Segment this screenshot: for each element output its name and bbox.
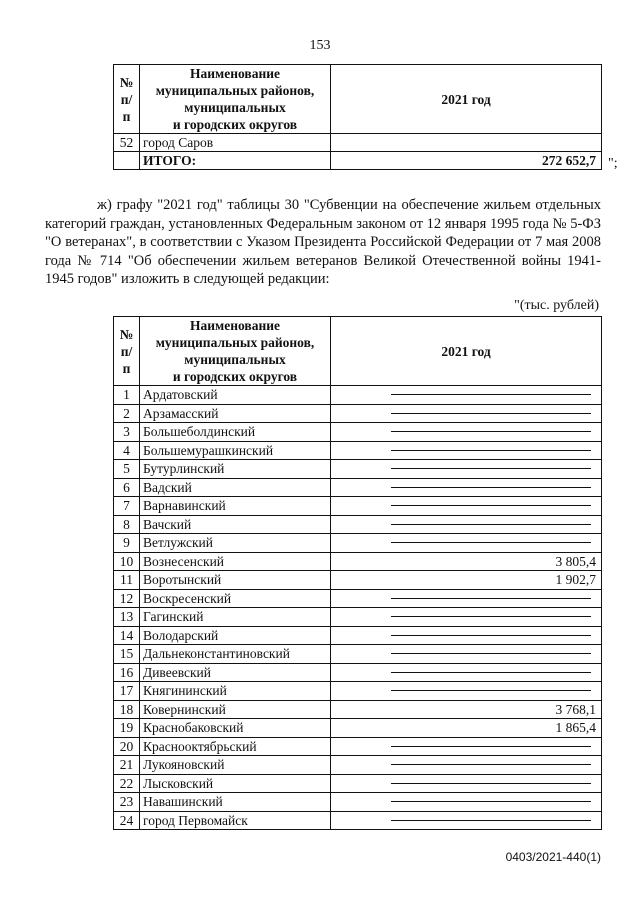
header-no: № п/п bbox=[114, 65, 140, 134]
amendment-paragraph: ж) графу "2021 год" таблицы 30 "Субвенции на обеспечение жильем отдельных категорий граждан, установленных Федеральным законом от 12 января 1995 года № 5-ФЗ "О ветеранах", в соответствии с Указом Президента Российской Федерации от 7 мая 2008 года № 714 "Об обеспечении жильем ветеранов Великой Отечественной войны 1941-1945 годов" изложить в следующей редакции: bbox=[45, 197, 601, 287]
row-value bbox=[331, 737, 602, 756]
table-row bbox=[114, 811, 602, 830]
row-no: 6 bbox=[114, 478, 140, 497]
row-name: Вачский bbox=[140, 515, 331, 534]
row-value bbox=[331, 478, 602, 497]
table-row bbox=[114, 774, 602, 793]
header-name-line2: муниципальных районов, bbox=[155, 335, 315, 350]
header-year: 2021 год bbox=[331, 65, 602, 134]
row-no: 2 bbox=[114, 404, 140, 423]
table-row bbox=[114, 682, 602, 701]
table-row bbox=[114, 589, 602, 608]
row-value bbox=[331, 682, 602, 701]
table-row bbox=[114, 719, 602, 738]
table-row bbox=[114, 134, 602, 152]
header-name-line3: муниципальных bbox=[184, 352, 286, 367]
header-name-line4: и городских округов bbox=[172, 117, 298, 132]
row-value: 1 902,7 bbox=[331, 571, 602, 590]
row-no: 18 bbox=[114, 700, 140, 719]
row-value bbox=[331, 793, 602, 812]
table-row bbox=[114, 497, 602, 516]
table-row bbox=[114, 515, 602, 534]
table-row bbox=[114, 737, 602, 756]
row-value bbox=[331, 386, 602, 405]
header-name-line4: и городских округов bbox=[172, 369, 298, 384]
row-value bbox=[331, 645, 602, 664]
table-header-row bbox=[114, 317, 602, 386]
closing-quote: "; bbox=[608, 156, 618, 171]
row-name: Ковернинский bbox=[140, 700, 331, 719]
row-no: 9 bbox=[114, 534, 140, 553]
top-table bbox=[113, 64, 602, 170]
total-no-cell bbox=[114, 152, 140, 170]
row-no: 7 bbox=[114, 497, 140, 516]
row-name: Лысковский bbox=[140, 774, 331, 793]
header-name-line1: Наименование bbox=[190, 318, 280, 333]
row-value bbox=[331, 497, 602, 516]
header-name bbox=[140, 317, 331, 386]
table-row bbox=[114, 756, 602, 775]
document-code: 0403/2021-440(1) bbox=[505, 850, 601, 864]
row-value bbox=[331, 663, 602, 682]
table-header-row bbox=[114, 65, 602, 134]
row-value bbox=[331, 756, 602, 775]
row-value bbox=[331, 423, 602, 442]
row-value: 1 865,4 bbox=[331, 719, 602, 738]
main-table bbox=[113, 316, 602, 830]
header-name-line3: муниципальных bbox=[184, 100, 286, 115]
header-name-line1: Наименование bbox=[190, 66, 280, 81]
row-name: Ардатовский bbox=[140, 386, 331, 405]
total-value: 272 652,7 bbox=[331, 152, 602, 170]
table-row bbox=[114, 645, 602, 664]
table-row bbox=[114, 571, 602, 590]
row-value bbox=[331, 589, 602, 608]
row-no: 10 bbox=[114, 552, 140, 571]
table-row bbox=[114, 534, 602, 553]
header-name bbox=[140, 65, 331, 134]
row-no: 11 bbox=[114, 571, 140, 590]
row-value bbox=[331, 134, 602, 152]
table-row bbox=[114, 663, 602, 682]
row-value bbox=[331, 441, 602, 460]
row-value bbox=[331, 608, 602, 627]
row-name: Навашинский bbox=[140, 793, 331, 812]
table-row bbox=[114, 460, 602, 479]
row-name: Ветлужский bbox=[140, 534, 331, 553]
row-value bbox=[331, 626, 602, 645]
row-name: Дальнеконстантиновский bbox=[140, 645, 331, 664]
row-name: Краснооктябрьский bbox=[140, 737, 331, 756]
row-name: Княгининский bbox=[140, 682, 331, 701]
row-name: Лукояновский bbox=[140, 756, 331, 775]
row-name: Воскресенский bbox=[140, 589, 331, 608]
table-row bbox=[114, 423, 602, 442]
table-row bbox=[114, 404, 602, 423]
row-no: 17 bbox=[114, 682, 140, 701]
units-label: "(тыс. рублей) bbox=[514, 298, 599, 313]
row-name: Володарский bbox=[140, 626, 331, 645]
row-value: 3 805,4 bbox=[331, 552, 602, 571]
table-body bbox=[114, 386, 602, 830]
row-name: Большеболдинский bbox=[140, 423, 331, 442]
row-name: город Саров bbox=[140, 134, 331, 152]
row-no: 52 bbox=[114, 134, 140, 152]
row-name: Воротынский bbox=[140, 571, 331, 590]
row-value bbox=[331, 460, 602, 479]
row-name: Бутурлинский bbox=[140, 460, 331, 479]
row-no: 24 bbox=[114, 811, 140, 830]
total-row bbox=[114, 152, 602, 170]
row-name: Варнавинский bbox=[140, 497, 331, 516]
row-no: 19 bbox=[114, 719, 140, 738]
row-no: 5 bbox=[114, 460, 140, 479]
row-no: 12 bbox=[114, 589, 140, 608]
row-no: 8 bbox=[114, 515, 140, 534]
row-no: 4 bbox=[114, 441, 140, 460]
total-label: ИТОГО: bbox=[140, 152, 331, 170]
row-value bbox=[331, 404, 602, 423]
row-value bbox=[331, 811, 602, 830]
page-number: 153 bbox=[309, 38, 331, 53]
row-name: Краснобаковский bbox=[140, 719, 331, 738]
row-value bbox=[331, 515, 602, 534]
row-no: 13 bbox=[114, 608, 140, 627]
row-value bbox=[331, 774, 602, 793]
row-name: Большемурашкинский bbox=[140, 441, 331, 460]
row-name: Вадский bbox=[140, 478, 331, 497]
table-row bbox=[114, 700, 602, 719]
row-no: 22 bbox=[114, 774, 140, 793]
row-name: Вознесенский bbox=[140, 552, 331, 571]
row-no: 21 bbox=[114, 756, 140, 775]
row-no: 15 bbox=[114, 645, 140, 664]
row-name: город Первомайск bbox=[140, 811, 331, 830]
row-name: Дивеевский bbox=[140, 663, 331, 682]
table-row bbox=[114, 793, 602, 812]
table-row bbox=[114, 478, 602, 497]
table-row bbox=[114, 386, 602, 405]
table-row bbox=[114, 626, 602, 645]
row-name: Арзамасский bbox=[140, 404, 331, 423]
header-name-line2: муниципальных районов, bbox=[155, 83, 315, 98]
row-no: 14 bbox=[114, 626, 140, 645]
header-year: 2021 год bbox=[331, 317, 602, 386]
table-row bbox=[114, 608, 602, 627]
row-no: 1 bbox=[114, 386, 140, 405]
header-no: № п/п bbox=[114, 317, 140, 386]
table-row bbox=[114, 552, 602, 571]
row-no: 20 bbox=[114, 737, 140, 756]
row-no: 16 bbox=[114, 663, 140, 682]
table-row bbox=[114, 441, 602, 460]
row-value bbox=[331, 534, 602, 553]
row-no: 23 bbox=[114, 793, 140, 812]
row-value: 3 768,1 bbox=[331, 700, 602, 719]
row-name: Гагинский bbox=[140, 608, 331, 627]
row-no: 3 bbox=[114, 423, 140, 442]
